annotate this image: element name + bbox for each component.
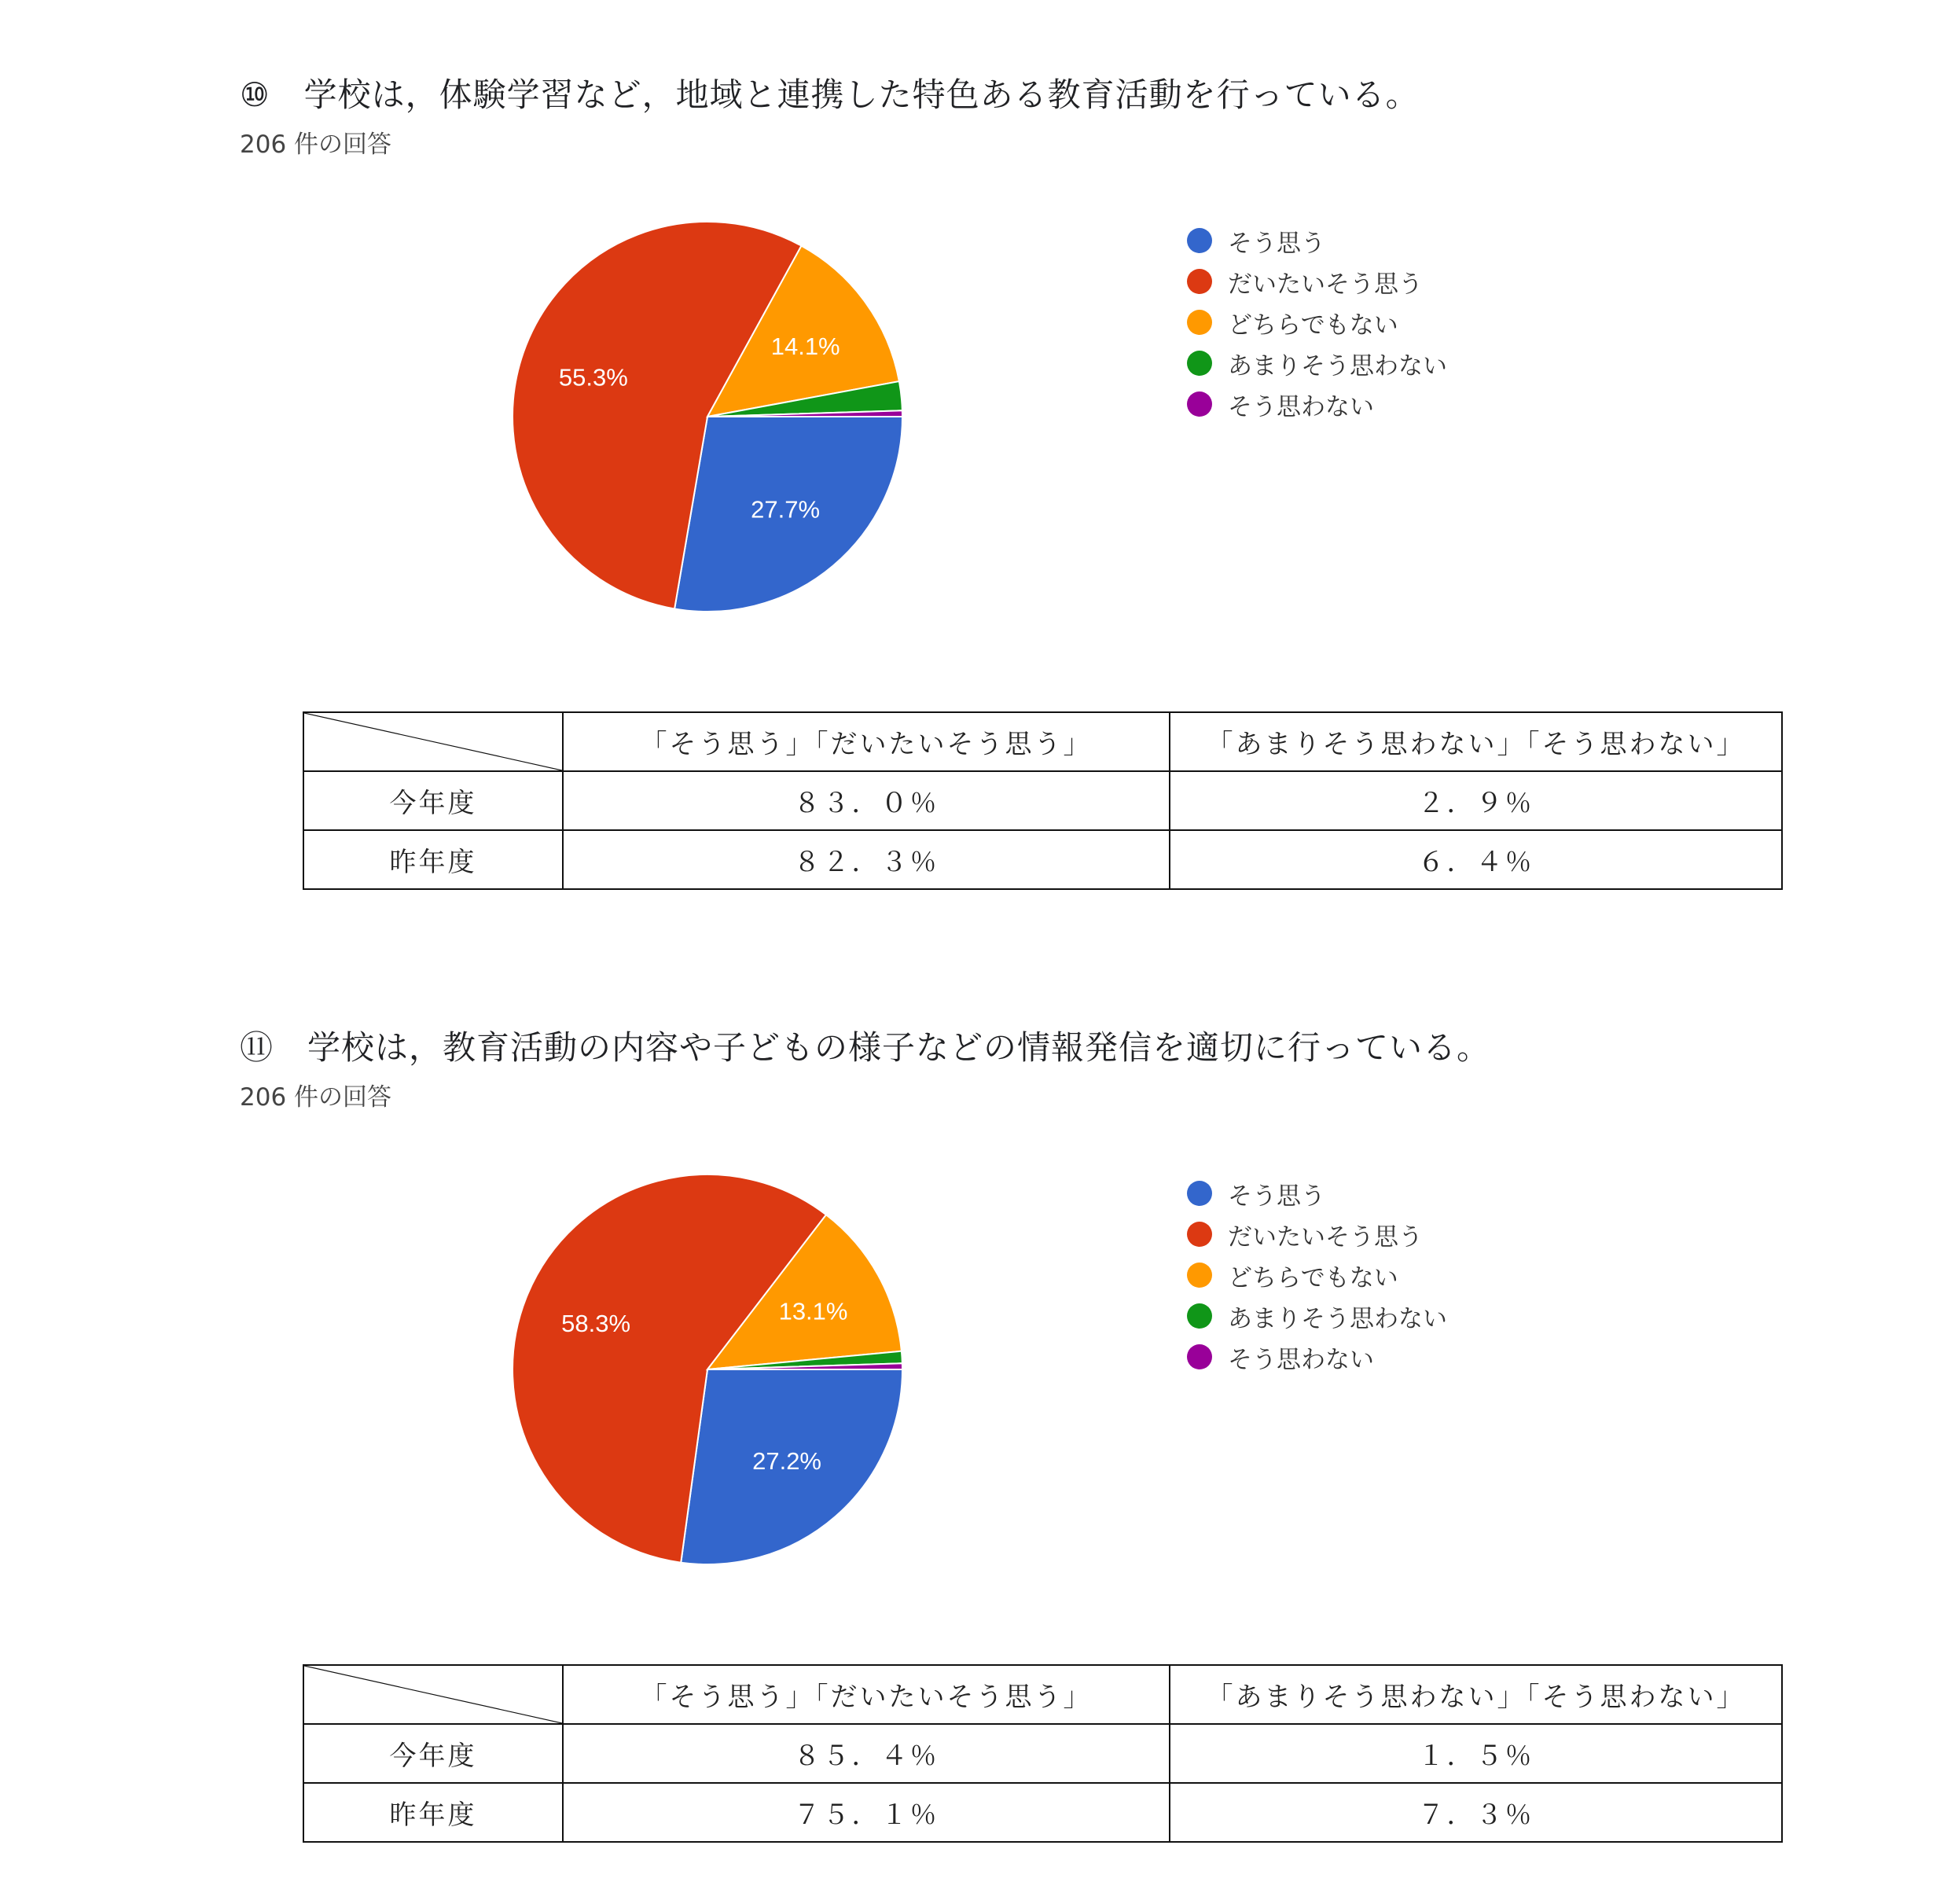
table-cell: ８２．３％: [563, 830, 1170, 889]
chart-legend: [1187, 1173, 1447, 1377]
legend-item: [1187, 384, 1447, 425]
legend-item: [1187, 1173, 1447, 1214]
legend-item: [1187, 302, 1447, 343]
legend-label: あまりそう思わない: [1228, 1304, 1447, 1333]
legend-item: [1187, 220, 1447, 261]
legend-label: だいたいそう思う: [1228, 270, 1423, 299]
row-label: 今年度: [303, 1724, 563, 1783]
survey-question-10: [0, 0, 1951, 951]
slice-data-label: 13.1%: [778, 1297, 848, 1325]
slice-data-label: 27.7%: [751, 495, 821, 524]
legend-swatch-icon: [1187, 1303, 1212, 1329]
diagonal-line-icon: [304, 1666, 562, 1723]
legend-swatch-icon: [1187, 1181, 1212, 1206]
pie-chart: [503, 1165, 912, 1574]
legend-swatch-icon: [1187, 269, 1212, 294]
response-count: 206 件の回答: [240, 1083, 392, 1112]
table-cell: ８３．０％: [563, 771, 1170, 830]
slice-data-label: 55.3%: [558, 363, 628, 391]
legend-label: そう思わない: [1228, 1345, 1374, 1374]
survey-question-11: [0, 953, 1951, 1904]
table-header-cell: 「あまりそう思わない」「そう思わない」: [1170, 1665, 1782, 1724]
table-row: [303, 830, 1782, 889]
table-header-cell: 「あまりそう思わない」「そう思わない」: [1170, 712, 1782, 771]
legend-label: あまりそう思わない: [1228, 351, 1447, 380]
table-corner-cell: [303, 712, 563, 771]
legend-item: [1187, 1214, 1447, 1255]
slice-data-label: 58.3%: [561, 1309, 631, 1337]
table-row: [303, 1783, 1782, 1842]
slice-data-label: 14.1%: [770, 333, 840, 361]
row-label: 今年度: [303, 771, 563, 830]
table-cell: １．５％: [1170, 1724, 1782, 1783]
comparison-table: [303, 1664, 1783, 1843]
question-title: ⑪ 学校は，教育活動の内容や子どもの様子などの情報発信を適切に行っている。: [240, 1028, 1491, 1067]
table-header-cell: 「そう思う」「だいたいそう思う」: [563, 1665, 1170, 1724]
table-cell: ６．４％: [1170, 830, 1782, 889]
table-header-row: [303, 712, 1782, 771]
table-cell: ８５．４％: [563, 1724, 1170, 1783]
legend-label: どちらでもない: [1228, 1263, 1398, 1292]
response-count: 206 件の回答: [240, 130, 392, 159]
legend-label: そう思う: [1228, 229, 1325, 258]
legend-item: [1187, 1255, 1447, 1296]
legend-label: そう思う: [1228, 1182, 1325, 1211]
table-cell: ２．９％: [1170, 771, 1782, 830]
table-cell: ７５．１％: [563, 1783, 1170, 1842]
question-title: ⑩ 学校は，体験学習など，地域と連携した特色ある教育活動を行っている。: [240, 75, 1420, 114]
table-row: [303, 1724, 1782, 1783]
table-cell: ７．３％: [1170, 1783, 1782, 1842]
row-label: 昨年度: [303, 830, 563, 889]
table-corner-cell: [303, 1665, 563, 1724]
row-label: 昨年度: [303, 1783, 563, 1842]
legend-item: [1187, 1336, 1447, 1377]
table-header-row: [303, 1665, 1782, 1724]
legend-item: [1187, 343, 1447, 384]
legend-item: [1187, 261, 1447, 302]
diagonal-line-icon: [304, 713, 562, 770]
legend-item: [1187, 1296, 1447, 1336]
table-row: [303, 771, 1782, 830]
legend-swatch-icon: [1187, 1263, 1212, 1288]
legend-swatch-icon: [1187, 1344, 1212, 1369]
chart-legend: [1187, 220, 1447, 425]
comparison-table: [303, 711, 1783, 890]
legend-label: どちらでもない: [1228, 311, 1398, 340]
legend-swatch-icon: [1187, 228, 1212, 253]
legend-label: だいたいそう思う: [1228, 1222, 1423, 1252]
legend-label: そう思わない: [1228, 392, 1374, 421]
table-header-cell: 「そう思う」「だいたいそう思う」: [563, 712, 1170, 771]
legend-swatch-icon: [1187, 391, 1212, 417]
legend-swatch-icon: [1187, 351, 1212, 376]
legend-swatch-icon: [1187, 1222, 1212, 1247]
legend-swatch-icon: [1187, 310, 1212, 335]
pie-chart: [503, 212, 912, 621]
slice-data-label: 27.2%: [752, 1446, 822, 1475]
